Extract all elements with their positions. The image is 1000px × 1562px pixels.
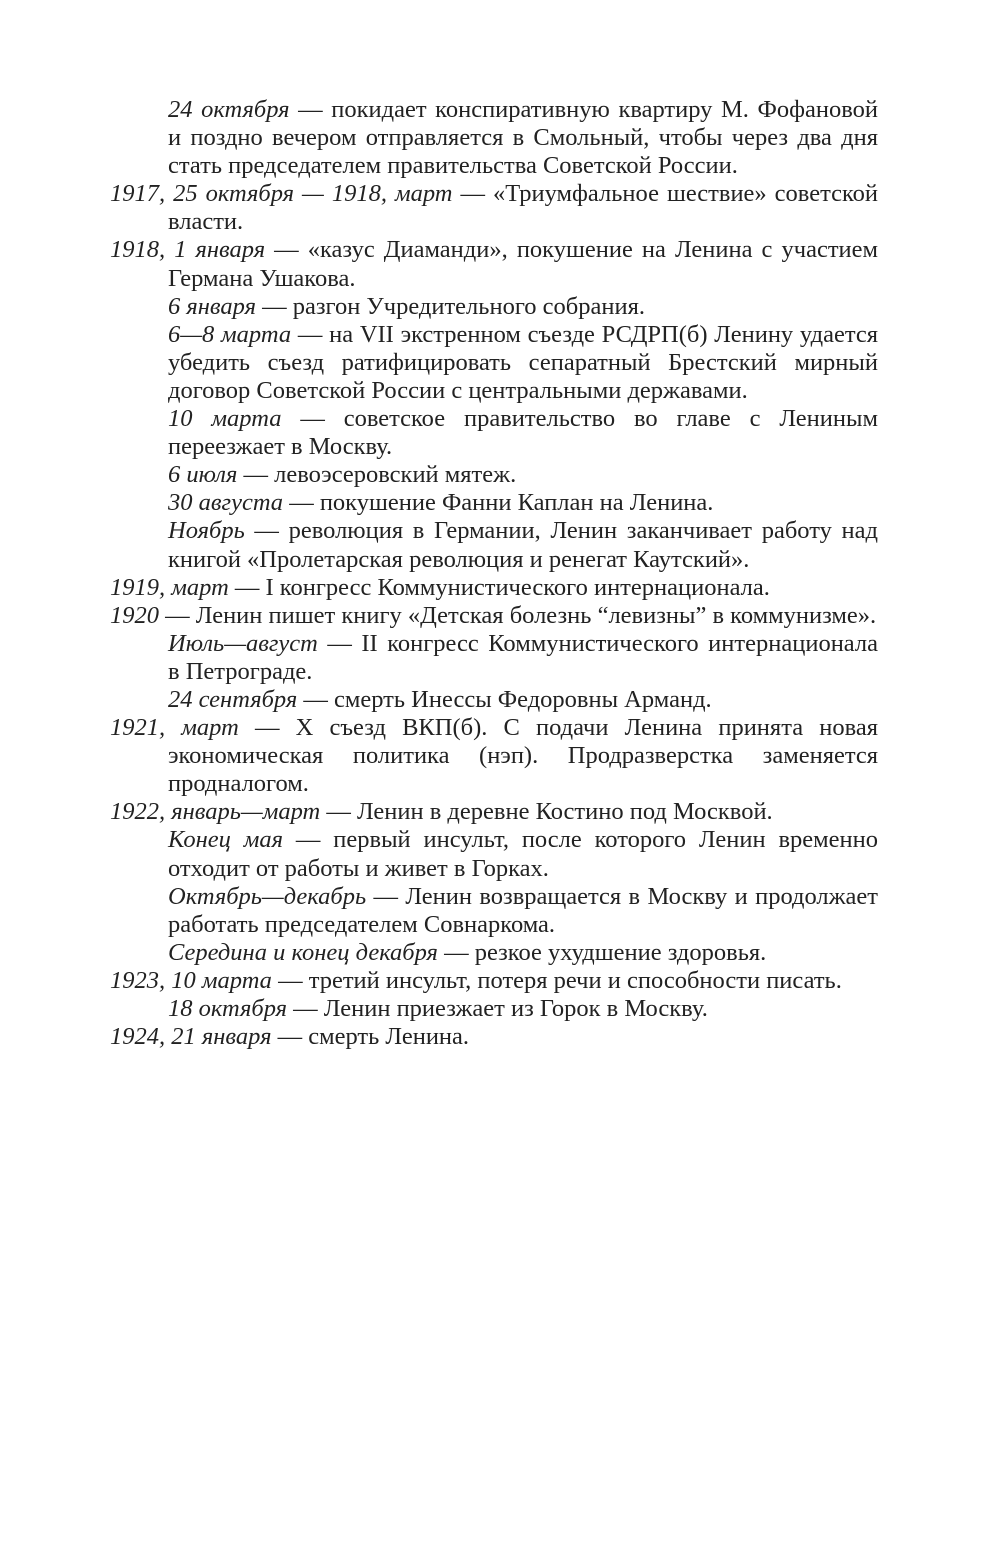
entry-text: — разгон Учредительного собрания. (255, 292, 645, 320)
entry-text: — смерть Ленина. (271, 1023, 470, 1051)
chronology-entry (110, 489, 878, 517)
entry-text: — Ленин в деревне Костино под Москвой. (320, 798, 773, 826)
entry-text: — Ленин пишет книгу «Детская болезнь “левизны” в коммунизме». (159, 601, 877, 629)
entry-text: — первый инсульт, после которого Ленин временно отходит от работы и живет в Горках. (168, 826, 879, 882)
chronology-entry (110, 939, 878, 967)
chronology-entry (110, 293, 878, 321)
chronology-entry (110, 630, 878, 686)
chronology-entry (110, 798, 878, 826)
entry-date: 1922, январь—март (110, 798, 321, 826)
chronology-entry (110, 180, 878, 236)
entry-date: 6 июля (168, 461, 238, 489)
chronology-entry (110, 995, 878, 1023)
entry-text: — покидает конспиративную квартиру М. Фофановой и поздно вечером отправляется в Смольный, чтобы через два дня стать председателем правительства Советской России. (168, 96, 879, 180)
chronology-entry (110, 967, 878, 995)
entry-date: Июль—август (168, 629, 318, 657)
entry-text: — советское правительство во главе с Лениным переезжает в Москву. (168, 405, 878, 461)
entry-date: Середина и конец декабря (168, 938, 438, 966)
chronology-entry (110, 461, 878, 489)
entry-text: — Ленин возвращается в Москву и продолжает работать председателем Совнаркома. (168, 882, 878, 938)
entry-date: 1919, март (110, 573, 229, 601)
entry-date: 1920 (110, 601, 159, 629)
entry-text: — третий инсульт, потеря речи и способности писать. (271, 966, 842, 994)
chronology-entry (110, 1023, 878, 1051)
entry-text: — смерть Инессы Федоровны Арманд. (297, 685, 712, 713)
entry-date: Ноябрь (168, 517, 245, 545)
entry-text: — II конгресс Коммунистического интернационала в Петрограде. (168, 629, 878, 685)
entry-date: 1924, 21 января (110, 1023, 272, 1051)
chronology-entry (110, 405, 878, 461)
entry-date: 30 августа (168, 489, 284, 517)
entry-text: — X съезд ВКП(б). С подачи Ленина принята новая экономическая политика (нэп). Продразверстка заменяется продналогом. (168, 714, 878, 798)
entry-date: Октябрь—декабрь (168, 882, 367, 910)
entry-date: 1921, март (110, 714, 239, 742)
chronology-list (110, 96, 878, 1051)
entry-date: 18 октября (168, 995, 288, 1022)
entry-date: 6—8 марта (168, 320, 292, 348)
entry-date: 1918, 1 января (110, 236, 266, 264)
entry-text: — левоэсеровский мятеж. (237, 461, 517, 489)
entry-text: — покушение Фанни Каплан на Ленина. (283, 489, 714, 517)
chronology-entry (110, 883, 878, 939)
chronology-entry (110, 517, 878, 573)
entry-date: 24 октября (168, 96, 290, 123)
entry-text: — на VII экстренном съезде РСДРП(б) Ленину удается убедить съезд ратифицировать сепаратный Брестский мирный договор Советской России с центральными державами. (168, 320, 878, 404)
entry-date: 6 января (168, 292, 256, 320)
entry-date: 24 сентября (168, 685, 298, 713)
entry-date: Конец мая (168, 826, 284, 854)
entry-text: — Ленин приезжает из Горок в Москву. (287, 995, 708, 1022)
entry-date: 10 марта (168, 405, 282, 433)
chronology-entry (110, 574, 878, 602)
chronology-entry (110, 96, 878, 180)
entry-text: — революция в Германии, Ленин заканчивает работу над книгой «Пролетарская революция и ренегат Каутский». (168, 517, 878, 573)
chronology-entry (110, 321, 878, 405)
entry-text: — I конгресс Коммунистического интернационала. (228, 573, 770, 601)
entry-text: — «казус Диаманди», покушение на Ленина с участием Германа Ушакова. (168, 236, 879, 292)
entry-text: — «Триумфальное шествие» советской власти. (168, 180, 879, 236)
entry-date: 1917, 25 октября — 1918, март (110, 180, 453, 208)
chronology-entry (110, 714, 878, 798)
chronology-entry (110, 826, 878, 882)
entry-text: — резкое ухудшение здоровья. (437, 938, 767, 966)
chronology-entry (110, 686, 878, 714)
entry-date: 1923, 10 марта (110, 966, 272, 994)
chronology-entry (110, 602, 878, 630)
chronology-entry (110, 236, 878, 292)
